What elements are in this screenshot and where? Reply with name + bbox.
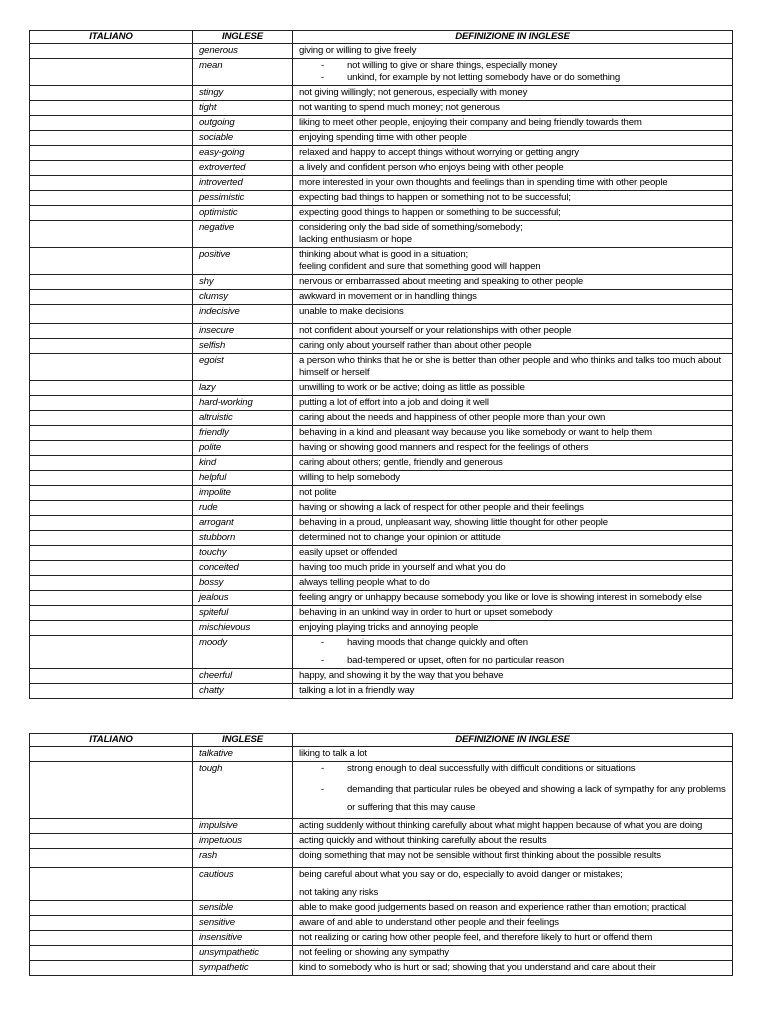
definition-cell [293,146,733,161]
inglese-word: unsympathetic [193,946,293,961]
definition-line: caring about the needs and happiness of other people more than your own [299,412,606,423]
inglese-word: impulsive [193,819,293,834]
inglese-word: chatty [193,684,293,699]
table-row [30,762,733,819]
inglese-word: jealous [193,591,293,606]
inglese-word: egoist [193,354,293,381]
header-italiano: ITALIANO [30,31,193,44]
table-row [30,849,733,868]
table-row [30,561,733,576]
definition-line: determined not to change your opinion or attitude [299,532,501,543]
definition-cell [293,916,733,931]
inglese-word: polite [193,441,293,456]
inglese-word: optimistic [193,206,293,221]
italiano-cell [30,44,193,59]
definition-line: not confident about yourself or your relationships with other people [299,325,572,336]
table-row [30,161,733,176]
italiano-cell [30,59,193,86]
definition-line: happy, and showing it by the way that you behave [299,670,504,681]
table-row [30,426,733,441]
definition-line: not feeling or showing any sympathy [299,947,449,958]
table-row [30,176,733,191]
table-row [30,59,733,86]
inglese-word: sympathetic [193,961,293,976]
table-body [30,44,733,699]
table-row [30,411,733,426]
definition-cell [293,931,733,946]
italiano-cell [30,901,193,916]
definition-cell [293,339,733,354]
table-header-row [30,734,733,747]
inglese-word: rash [193,849,293,868]
italiano-cell [30,396,193,411]
inglese-word: positive [193,248,293,275]
italiano-cell [30,381,193,396]
definition-cell [293,305,733,324]
italiano-cell [30,206,193,221]
inglese-word: spiteful [193,606,293,621]
inglese-word: easy-going [193,146,293,161]
inglese-word: clumsy [193,290,293,305]
inglese-word: rude [193,501,293,516]
italiano-cell [30,747,193,762]
table-row [30,221,733,248]
definition-cell [293,248,733,275]
definition-line: behaving in an unkind way in order to hurt or upset somebody [299,607,553,618]
table-row [30,305,733,324]
table-row [30,44,733,59]
italiano-cell [30,146,193,161]
header-inglese: INGLESE [193,734,293,747]
definition-line: acting suddenly without thinking carefully about what might happen because of what you are doing [299,820,703,831]
table-row [30,946,733,961]
inglese-word: tough [193,762,293,819]
table-row [30,591,733,606]
definition-line: being careful about what you say or do, especially to avoid danger or mistakes; [299,869,623,880]
italiano-cell [30,849,193,868]
inglese-word: pessimistic [193,191,293,206]
definition-cell [293,86,733,101]
table-row [30,354,733,381]
inglese-word: extroverted [193,161,293,176]
italiano-cell [30,354,193,381]
definition-cell [293,131,733,146]
italiano-cell [30,290,193,305]
inglese-word: insecure [193,324,293,339]
definition-bullet: - unkind, for example by not letting somebody have or do something [299,72,726,84]
italiano-cell [30,621,193,636]
definition-line: not realizing or caring how other people feel, and therefore likely to hurt or offend them [299,932,653,943]
definition-cell [293,606,733,621]
table-body [30,747,733,976]
italiano-cell [30,636,193,669]
definition-cell [293,849,733,868]
definition-cell [293,44,733,59]
inglese-word: cheerful [193,669,293,684]
table-row [30,396,733,411]
italiano-cell [30,441,193,456]
definition-cell [293,747,733,762]
definition-cell [293,819,733,834]
definition-line: enjoying spending time with other people [299,132,467,143]
definition-line: expecting good things to happen or something to be successful; [299,207,561,218]
definition-cell [293,531,733,546]
definition-cell [293,901,733,916]
definition-cell [293,546,733,561]
definition-line: caring about others; gentle, friendly and generous [299,457,503,468]
inglese-word: altruistic [193,411,293,426]
table-row [30,546,733,561]
definition-line: thinking about what is good in a situation; [299,249,469,260]
italiano-cell [30,411,193,426]
italiano-cell [30,561,193,576]
definition-bullet: - bad-tempered or upset, often for no particular reason [299,655,726,667]
italiano-cell [30,834,193,849]
inglese-word: shy [193,275,293,290]
definition-cell [293,762,733,819]
vocabulary-table-1 [29,30,733,699]
italiano-cell [30,961,193,976]
table-row [30,819,733,834]
italiano-cell [30,669,193,684]
definition-cell [293,191,733,206]
inglese-word: talkative [193,747,293,762]
table-row [30,961,733,976]
definition-line: lacking enthusiasm or hope [299,234,412,245]
italiano-cell [30,576,193,591]
definition-line: nervous or embarrassed about meeting and speaking to other people [299,276,584,287]
definition-line: behaving in a kind and pleasant way because you like somebody or want to help them [299,427,653,438]
table-row [30,868,733,901]
definition-cell [293,290,733,305]
table-row [30,324,733,339]
definition-cell [293,516,733,531]
definition-cell [293,101,733,116]
definition-text: a person who thinks that he or she is better than other people and who thinks and talks too much about himself or herself [299,355,722,378]
definition-line: a lively and confident person who enjoys being with other people [299,162,564,173]
italiano-cell [30,221,193,248]
italiano-cell [30,161,193,176]
table-row [30,931,733,946]
table-row [30,486,733,501]
table-row [30,248,733,275]
definition-line: giving or willing to give freely [299,45,417,56]
definition-cell [293,324,733,339]
inglese-word: cautious [193,868,293,901]
definition-line: aware of and able to understand other people and their feelings [299,917,559,928]
definition-cell [293,501,733,516]
definition-line: putting a lot of effort into a job and doing it well [299,397,489,408]
definition-line: not wanting to spend much money; not generous [299,102,500,113]
italiano-cell [30,339,193,354]
header-definizione: DEFINIZIONE IN INGLESE [293,31,733,44]
italiano-cell [30,946,193,961]
italiano-cell [30,868,193,901]
italiano-cell [30,471,193,486]
italiano-cell [30,531,193,546]
italiano-cell [30,248,193,275]
definition-cell [293,576,733,591]
definition-line: having or showing a lack of respect for other people and their feelings [299,502,584,513]
table-row [30,290,733,305]
inglese-word: generous [193,44,293,59]
definition-cell [293,561,733,576]
inglese-word: lazy [193,381,293,396]
inglese-word: mischievous [193,621,293,636]
definition-line: considering only the bad side of something/somebody; [299,222,523,233]
definition-cell [293,116,733,131]
inglese-word: sensible [193,901,293,916]
italiano-cell [30,516,193,531]
inglese-word: sociable [193,131,293,146]
italiano-cell [30,191,193,206]
header-inglese: INGLESE [193,31,293,44]
definition-cell [293,381,733,396]
definition-cell [293,354,733,381]
table-row [30,669,733,684]
table-row [30,516,733,531]
definition-line: kind to somebody who is hurt or sad; showing that you understand and care about their [299,962,656,973]
italiano-cell [30,501,193,516]
inglese-word: selfish [193,339,293,354]
definition-line: more interested in your own thoughts and feelings than in spending time with other people [299,177,668,188]
definition-cell [293,176,733,191]
definition-line: behaving in a proud, unpleasant way, showing little thought for other people [299,517,608,528]
vocabulary-table-2 [29,733,733,976]
definition-line: easily upset or offended [299,547,398,558]
inglese-word: indecisive [193,305,293,324]
italiano-cell [30,762,193,819]
definition-line: liking to meet other people, enjoying their company and being friendly towards them [299,117,642,128]
inglese-word: friendly [193,426,293,441]
definition-line: liking to talk a lot [299,748,367,759]
definition-line: feeling confident and sure that something good will happen [299,261,541,272]
italiano-cell [30,426,193,441]
definition-cell [293,221,733,248]
definition-cell [293,456,733,471]
italiano-cell [30,116,193,131]
inglese-word: insensitive [193,931,293,946]
table-row [30,471,733,486]
inglese-word: introverted [193,176,293,191]
inglese-word: helpful [193,471,293,486]
definition-line: talking a lot in a friendly way [299,685,415,696]
definition-cell [293,441,733,456]
definition-line: not giving willingly; not generous, especially with money [299,87,528,98]
table-row [30,456,733,471]
inglese-word: impolite [193,486,293,501]
definition-bullet: - demanding that particular rules be obeyed and showing a lack of sympathy for any problems or suffering that this may cause [299,781,726,817]
table-header-row [30,31,733,44]
italiano-cell [30,131,193,146]
inglese-word: conceited [193,561,293,576]
inglese-word: moody [193,636,293,669]
definition-line: unable to make decisions [299,306,404,317]
definition-line: expecting bad things to happen or something not to be successful; [299,192,571,203]
table-row [30,191,733,206]
definition-cell [293,591,733,606]
inglese-word: hard-working [193,396,293,411]
definition-cell [293,669,733,684]
definition-line: unwilling to work or be active; doing as little as possible [299,382,525,393]
inglese-word: sensitive [193,916,293,931]
definition-line: relaxed and happy to accept things without worrying or getting angry [299,147,579,158]
definition-cell [293,396,733,411]
definition-line: able to make good judgements based on reason and experience rather than emotion; practical [299,902,687,913]
table-row [30,339,733,354]
definition-line: doing something that may not be sensible without first thinking about the possible results [299,850,661,861]
italiano-cell [30,101,193,116]
italiano-cell [30,819,193,834]
inglese-word: kind [193,456,293,471]
definition-bullet: - not willing to give or share things, especially money [299,60,726,72]
definition-bullet: - strong enough to deal successfully with difficult conditions or situations [299,763,726,775]
inglese-word: negative [193,221,293,248]
definition-line: willing to help somebody [299,472,400,483]
table-row [30,606,733,621]
table-row [30,86,733,101]
header-italiano: ITALIANO [30,734,193,747]
italiano-cell [30,305,193,324]
definition-line: having too much pride in yourself and what you do [299,562,506,573]
table-row [30,116,733,131]
definition-cell [293,486,733,501]
inglese-word: touchy [193,546,293,561]
table-row [30,747,733,762]
definition-cell [293,206,733,221]
definition-cell [293,834,733,849]
definition-line: having or showing good manners and respect for the feelings of others [299,442,589,453]
table-row [30,101,733,116]
definition-cell [293,471,733,486]
definition-line: acting quickly and without thinking carefully about the results [299,835,547,846]
table-row [30,531,733,546]
definition-cell [293,636,733,669]
definition-bullet: - having moods that change quickly and often [299,637,726,649]
table-row [30,441,733,456]
header-definizione: DEFINIZIONE IN INGLESE [293,734,733,747]
definition-cell [293,59,733,86]
definition-cell [293,411,733,426]
inglese-word: bossy [193,576,293,591]
inglese-word: stubborn [193,531,293,546]
table-row [30,636,733,669]
definition-cell [293,426,733,441]
inglese-word: tight [193,101,293,116]
table-row [30,275,733,290]
definition-cell [293,961,733,976]
definition-line: not taking any risks [299,887,379,898]
inglese-word: impetuous [193,834,293,849]
table-row [30,206,733,221]
inglese-word: outgoing [193,116,293,131]
definition-cell [293,946,733,961]
definition-cell [293,161,733,176]
italiano-cell [30,606,193,621]
definition-cell [293,684,733,699]
definition-line: always telling people what to do [299,577,430,588]
table-row [30,916,733,931]
inglese-word: arrogant [193,516,293,531]
definition-line: awkward in movement or in handling things [299,291,477,302]
table-row [30,146,733,161]
italiano-cell [30,86,193,101]
table-row [30,901,733,916]
inglese-word: mean [193,59,293,86]
definition-line: caring only about yourself rather than about other people [299,340,532,351]
table-row [30,621,733,636]
definition-line: not polite [299,487,337,498]
italiano-cell [30,324,193,339]
italiano-cell [30,176,193,191]
table-row [30,381,733,396]
table-row [30,834,733,849]
italiano-cell [30,684,193,699]
inglese-word: stingy [193,86,293,101]
italiano-cell [30,931,193,946]
italiano-cell [30,275,193,290]
definition-line: feeling angry or unhappy because somebody you like or love is showing interest in somebody else [299,592,702,603]
table-row [30,576,733,591]
italiano-cell [30,486,193,501]
definition-cell [293,275,733,290]
definition-cell [293,621,733,636]
definition-cell [293,868,733,901]
table-row [30,131,733,146]
italiano-cell [30,591,193,606]
definition-line: enjoying playing tricks and annoying people [299,622,479,633]
italiano-cell [30,916,193,931]
italiano-cell [30,546,193,561]
table-row [30,501,733,516]
table-row [30,684,733,699]
italiano-cell [30,456,193,471]
